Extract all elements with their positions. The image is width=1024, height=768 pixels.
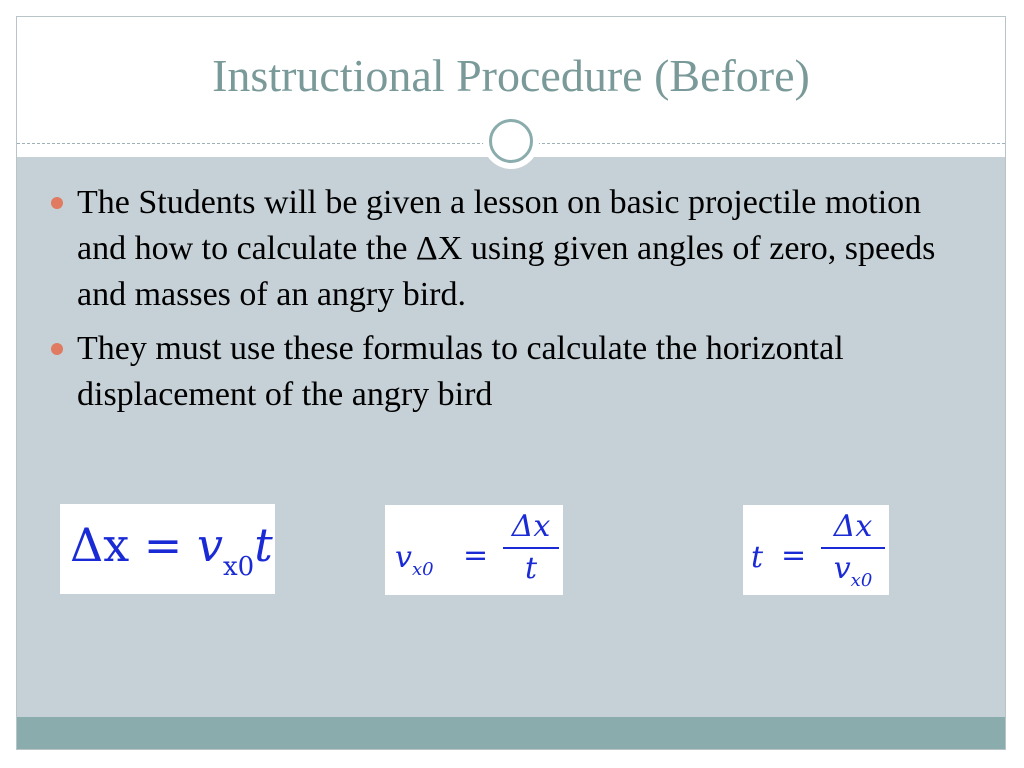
formula-equals: = (463, 538, 489, 573)
formula-fraction (503, 509, 559, 587)
formula-den-symbol: v (833, 551, 851, 586)
formula-displacement (60, 504, 275, 594)
bullet-text: They must use these formulas to calculate the horizontal displacement of the angry bird (77, 330, 844, 413)
bullet-text: The Students will be given a lesson on basic projectile motion and how to calculate the ΔX using given angles of zero, speeds and masses of an angry bird. (77, 184, 936, 313)
ring-inner (489, 119, 533, 163)
formula-denominator: t (524, 551, 538, 586)
formula-time: t (254, 518, 273, 572)
formula-velocity (385, 505, 563, 595)
formula-velocity: v (196, 518, 223, 572)
bullet-dot-icon (51, 343, 63, 355)
formula-lhs: Δx (70, 518, 130, 572)
fraction-bar (503, 547, 559, 549)
formula-subscript: x0 (222, 552, 255, 582)
slide (16, 16, 1006, 750)
formula-equals: = (143, 518, 183, 572)
fraction-bar (821, 547, 885, 549)
formula-lhs-symbol: v (395, 540, 412, 575)
slide-title: Instructional Procedure (Before) (212, 50, 810, 101)
bullet-item (47, 180, 967, 318)
formula-numerator: Δx (511, 509, 551, 544)
formula-lhs (395, 540, 434, 580)
ring-ornament-icon (483, 113, 539, 169)
formula-equals: = (781, 538, 807, 573)
formula-subscript: x0 (850, 570, 873, 591)
formula-denominator (821, 551, 885, 591)
formula-expression (70, 518, 273, 582)
formula-time (743, 505, 889, 595)
bullet-item (47, 326, 967, 418)
footer-band (17, 717, 1005, 749)
formula-numerator: Δx (833, 509, 873, 544)
bullet-list (47, 180, 967, 426)
bullet-dot-icon (51, 197, 63, 209)
formula-subscript: x0 (411, 559, 434, 580)
formula-lhs: t (751, 540, 764, 575)
formula-fraction (821, 509, 885, 591)
